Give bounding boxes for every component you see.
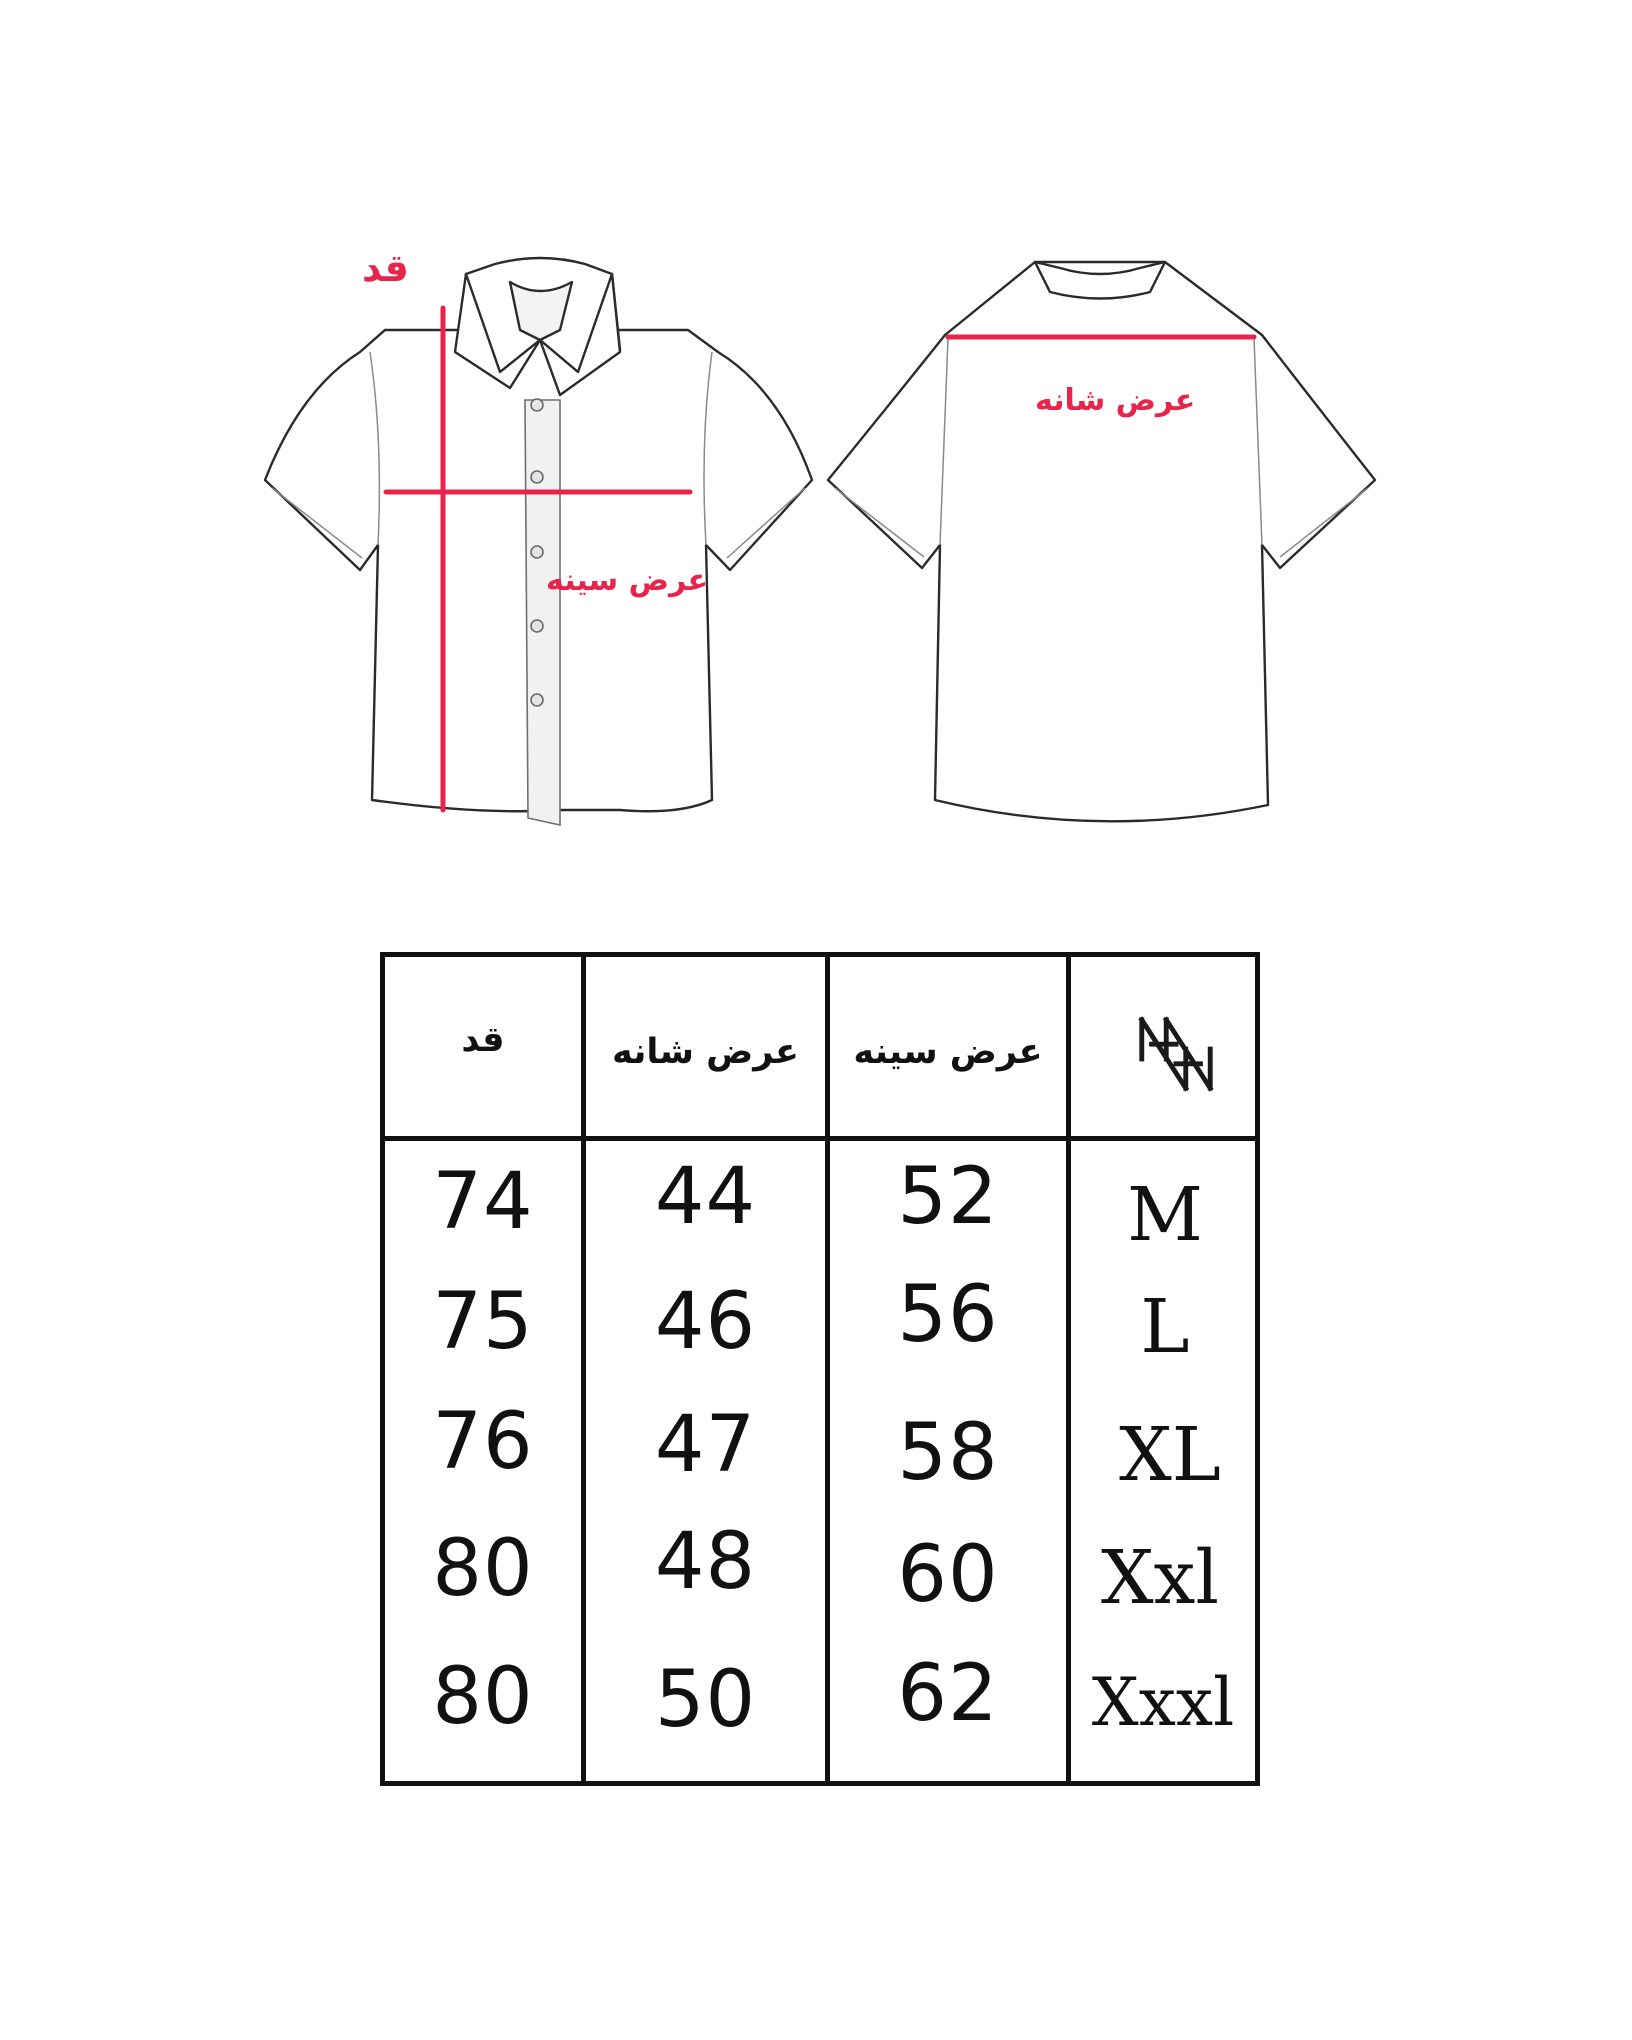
table-column-divider <box>1066 952 1071 1786</box>
shoulder-value: 44 <box>654 1152 757 1242</box>
size-label: M <box>1127 1172 1203 1258</box>
shirt-measurement-diagram <box>0 0 1632 900</box>
chest-value: 58 <box>897 1408 999 1498</box>
size-label: Xxxl <box>1091 1664 1235 1741</box>
chest-value: 60 <box>897 1530 999 1620</box>
chest-value: 52 <box>897 1152 999 1242</box>
length-value: 74 <box>432 1157 534 1247</box>
shoulder-width-label: عرض شانه <box>1035 383 1196 418</box>
length-value: 80 <box>432 1652 534 1742</box>
shoulder-value: 50 <box>654 1655 757 1745</box>
table-right-border <box>1255 952 1260 1786</box>
size-label: XL <box>1119 1412 1221 1498</box>
chest-width-label: عرض سینه <box>546 563 709 598</box>
size-label: Xxl <box>1100 1535 1220 1621</box>
header-length: قد <box>461 1020 505 1060</box>
size-table <box>380 952 1260 1786</box>
table-header-divider <box>380 1136 1260 1141</box>
chest-value: 56 <box>897 1270 999 1360</box>
shoulder-value: 46 <box>654 1277 757 1367</box>
length-value: 80 <box>432 1524 534 1614</box>
length-label: قد <box>362 246 409 290</box>
table-top-border <box>380 952 1260 957</box>
length-value: 76 <box>432 1397 534 1487</box>
shoulder-value: 48 <box>654 1517 757 1607</box>
back-shirt-illustration <box>828 262 1375 821</box>
chest-value: 62 <box>897 1649 999 1739</box>
shoulder-value: 47 <box>654 1400 757 1490</box>
header-chest-width: عرض سینه <box>853 1032 1043 1072</box>
size-label: L <box>1140 1284 1190 1370</box>
ns-monogram-icon <box>1132 1010 1220 1098</box>
header-shoulder-width: عرض شانه <box>612 1032 799 1072</box>
table-bottom-border <box>380 1781 1260 1786</box>
length-value: 75 <box>432 1277 534 1367</box>
front-shirt-illustration <box>265 258 812 825</box>
